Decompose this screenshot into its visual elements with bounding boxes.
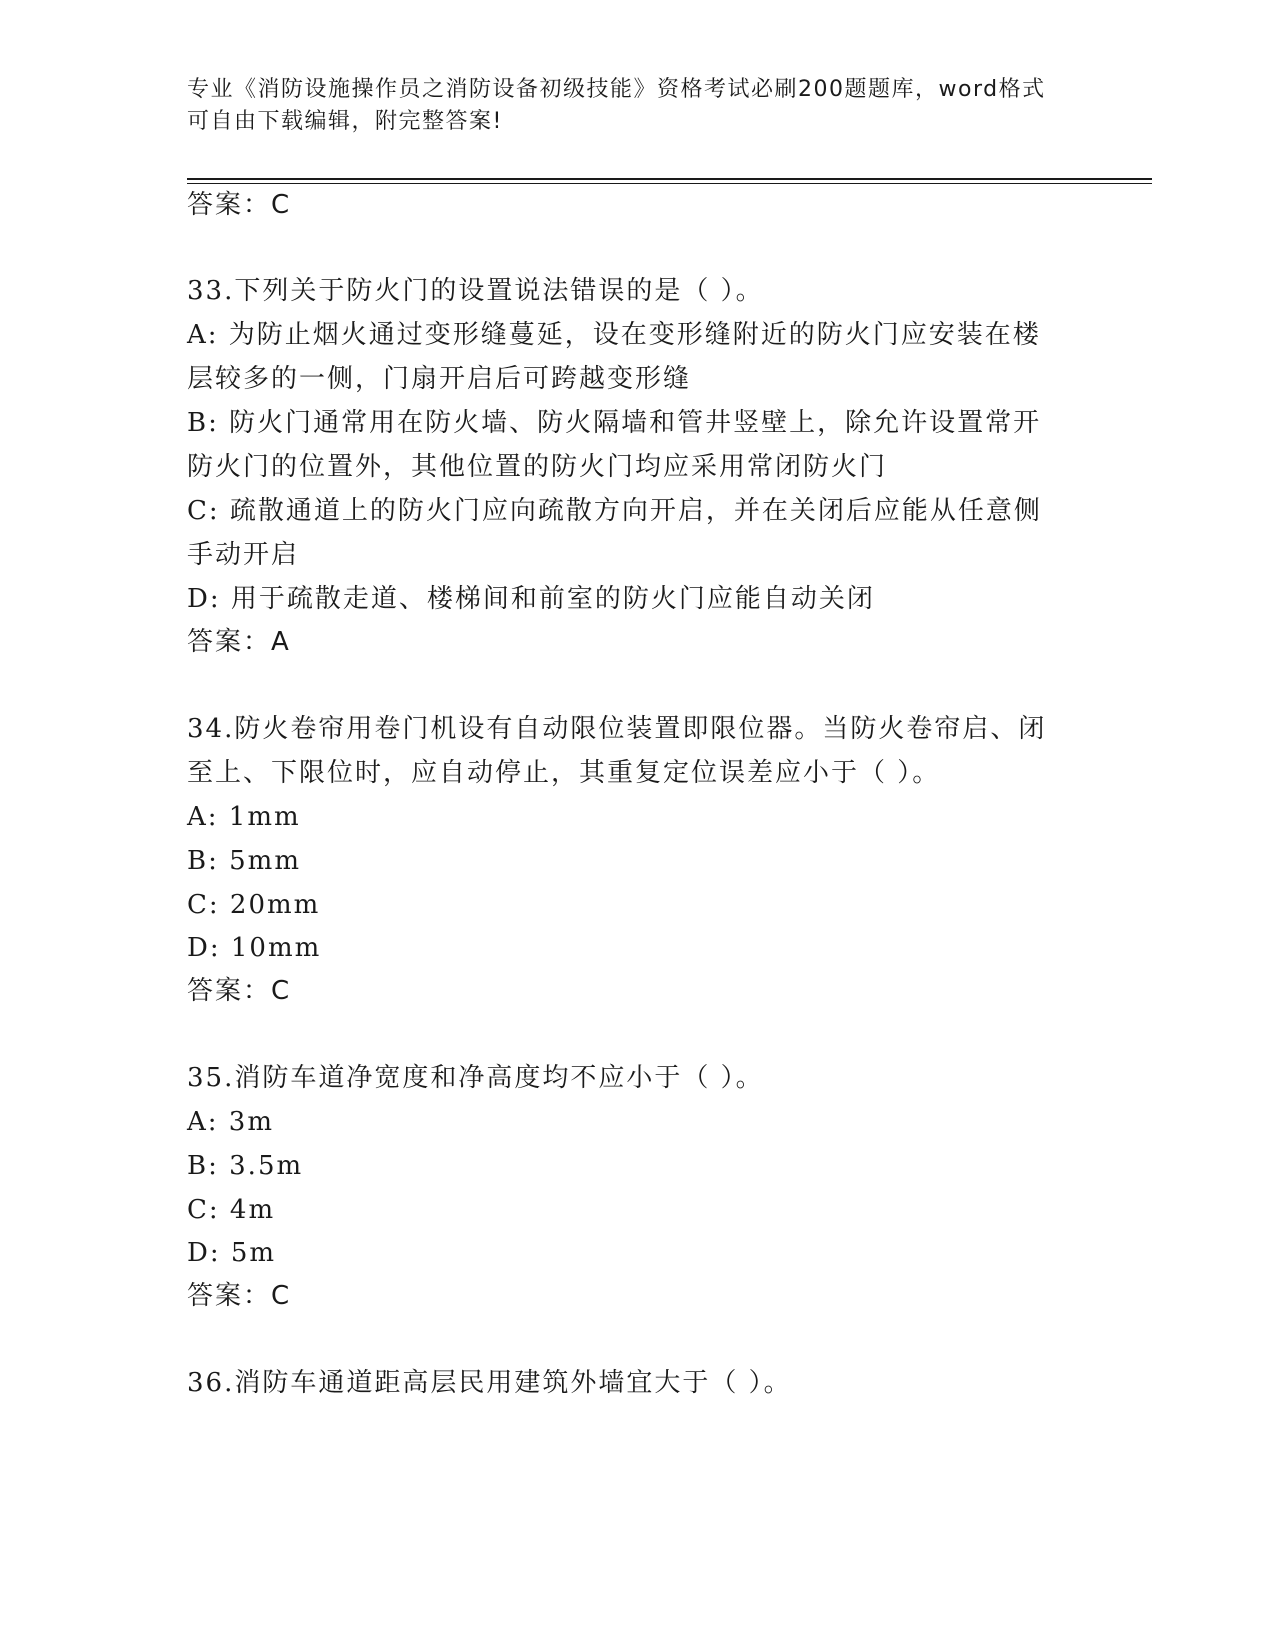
q34-option-b: B: 5mm: [187, 846, 301, 876]
q34-option-d: D: 10mm: [187, 933, 322, 963]
q35-option-a: A: 3m: [187, 1107, 274, 1137]
q34-answer: 答案：C: [187, 976, 292, 1006]
header-rule-thick: [187, 178, 1152, 180]
q34-option-c: C: 20mm: [187, 890, 321, 920]
q33-option-d: D: 用于疏散走道、楼梯间和前室的防火门应能自动关闭: [187, 584, 875, 614]
q34-stem-line2: 至上、下限位时，应自动停止，其重复定位误差应小于（ ）。: [187, 758, 941, 788]
header-rule-thin: [187, 183, 1152, 184]
q35-option-b: B: 3.5m: [187, 1151, 304, 1181]
q33-option-c-line2: 手动开启: [187, 540, 300, 570]
q35-option-c: C: 4m: [187, 1195, 276, 1225]
document-header: 专业《消防设施操作员之消防设备初级技能》资格考试必刷200题题库，word格式可自由下载编辑，附完整答案!: [187, 77, 1046, 134]
q33-stem: 33.下列关于防火门的设置说法错误的是（ ）。: [187, 276, 764, 306]
q34-option-a: A: 1mm: [187, 802, 301, 832]
q36-stem: 36.消防车通道距高层民用建筑外墙宜大于（ ）。: [187, 1368, 792, 1398]
q33-answer: 答案：A: [187, 627, 291, 657]
q35-stem: 35.消防车道净宽度和净高度均不应小于（ ）。: [187, 1063, 764, 1093]
answer-prev: 答案：C: [187, 190, 292, 220]
q35-option-d: D: 5m: [187, 1238, 277, 1268]
q33-option-b-line2: 防火门的位置外，其他位置的防火门均应采用常闭防火门: [187, 452, 888, 482]
q33-option-b-line1: B: 防火门通常用在防火墙、防火隔墙和管井竖壁上，除允许设置常开: [187, 408, 1042, 438]
q33-option-a-line1: A: 为防止烟火通过变形缝蔓延，设在变形缝附近的防火门应安装在楼: [187, 320, 1041, 350]
q33-option-a-line2: 层较多的一侧，门扇开启后可跨越变形缝: [187, 364, 692, 394]
q34-stem-line1: 34.防火卷帘用卷门机设有自动限位装置即限位器。当防火卷帘启、闭: [187, 714, 1047, 744]
q35-answer: 答案：C: [187, 1281, 292, 1311]
q33-option-c-line1: C: 疏散通道上的防火门应向疏散方向开启，并在关闭后应能从任意侧: [187, 496, 1042, 526]
